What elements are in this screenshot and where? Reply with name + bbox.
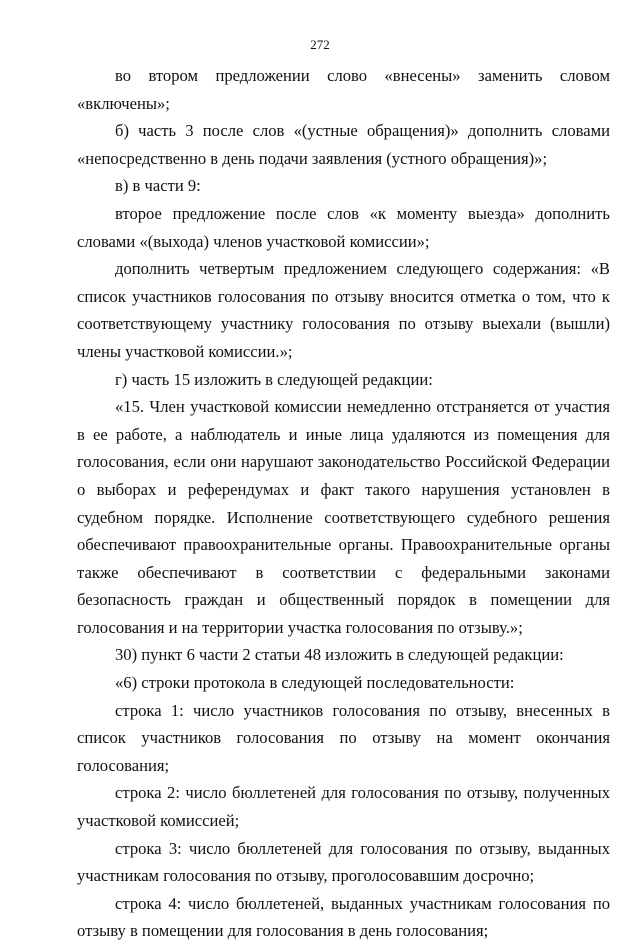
paragraph-item-v: в) в части 9: [115, 176, 201, 196]
paragraph-line-1: строка 1: число участников голосования по отзыву, внесенных в список участников голосования по отзыву на момент окончания голосования; [77, 700, 610, 775]
paragraph-protocol-lines: «6) строки протокола в следующей последовательности: [115, 673, 515, 693]
paragraph-second-sentence: второе предложение после слов «к моменту выезда» дополнить словами «(выхода) членов участковой комиссии»; [77, 203, 610, 251]
paragraph-line-4: строка 4: число бюллетеней, выданных участникам голосования по отзыву в помещении для голосования в день голосования; [77, 893, 610, 941]
paragraph-fourth-sentence: дополнить четвертым предложением следующего содержания: «В список участников голосования по отзыву вносится отметка о том, что к соответствующему участнику голосования по отзыву выехали (вышли) члены участковой комиссии.»; [77, 259, 610, 361]
paragraph-item-30: 30) пункт 6 части 2 статьи 48 изложить в следующей редакции: [115, 645, 564, 665]
paragraph-item-b: б) часть 3 после слов «(устные обращения)» дополнить словами «непосредственно в день подачи заявления (устного обращения)»; [77, 121, 610, 168]
document-body [77, 62, 610, 945]
paragraph-line-3: строка 3: число бюллетеней для голосования по отзыву, выданных участникам голосования по отзыву, проголосовавшим досрочно; [77, 838, 610, 886]
paragraph-amendment-wording: во втором предложении слово «внесены» заменить словом «включены»; [77, 66, 610, 113]
paragraph-item-g: г) часть 15 изложить в следующей редакции: [115, 369, 433, 389]
paragraph-part-15-text: «15. Член участковой комиссии немедленно отстраняется от участия в ее работе, а наблюдатель и иные лица удаляются из помещения для голосования, если они нарушают законодательство Российской Федерации о выборах и референдумах и факт такого нарушения установлен в судебном порядке. Исполнение соответствующего судебного решения обеспечивают правоохранительные органы. Правоохранительные органы также обеспечивают в соответствии с федеральными законами безопасность граждан и общественный порядок в помещении для голосования и на территории участка голосования по отзыву.»; [77, 397, 610, 637]
paragraph-line-2: строка 2: число бюллетеней для голосования по отзыву, полученных участковой комиссией; [77, 783, 610, 831]
page-number: 272 [310, 37, 330, 52]
